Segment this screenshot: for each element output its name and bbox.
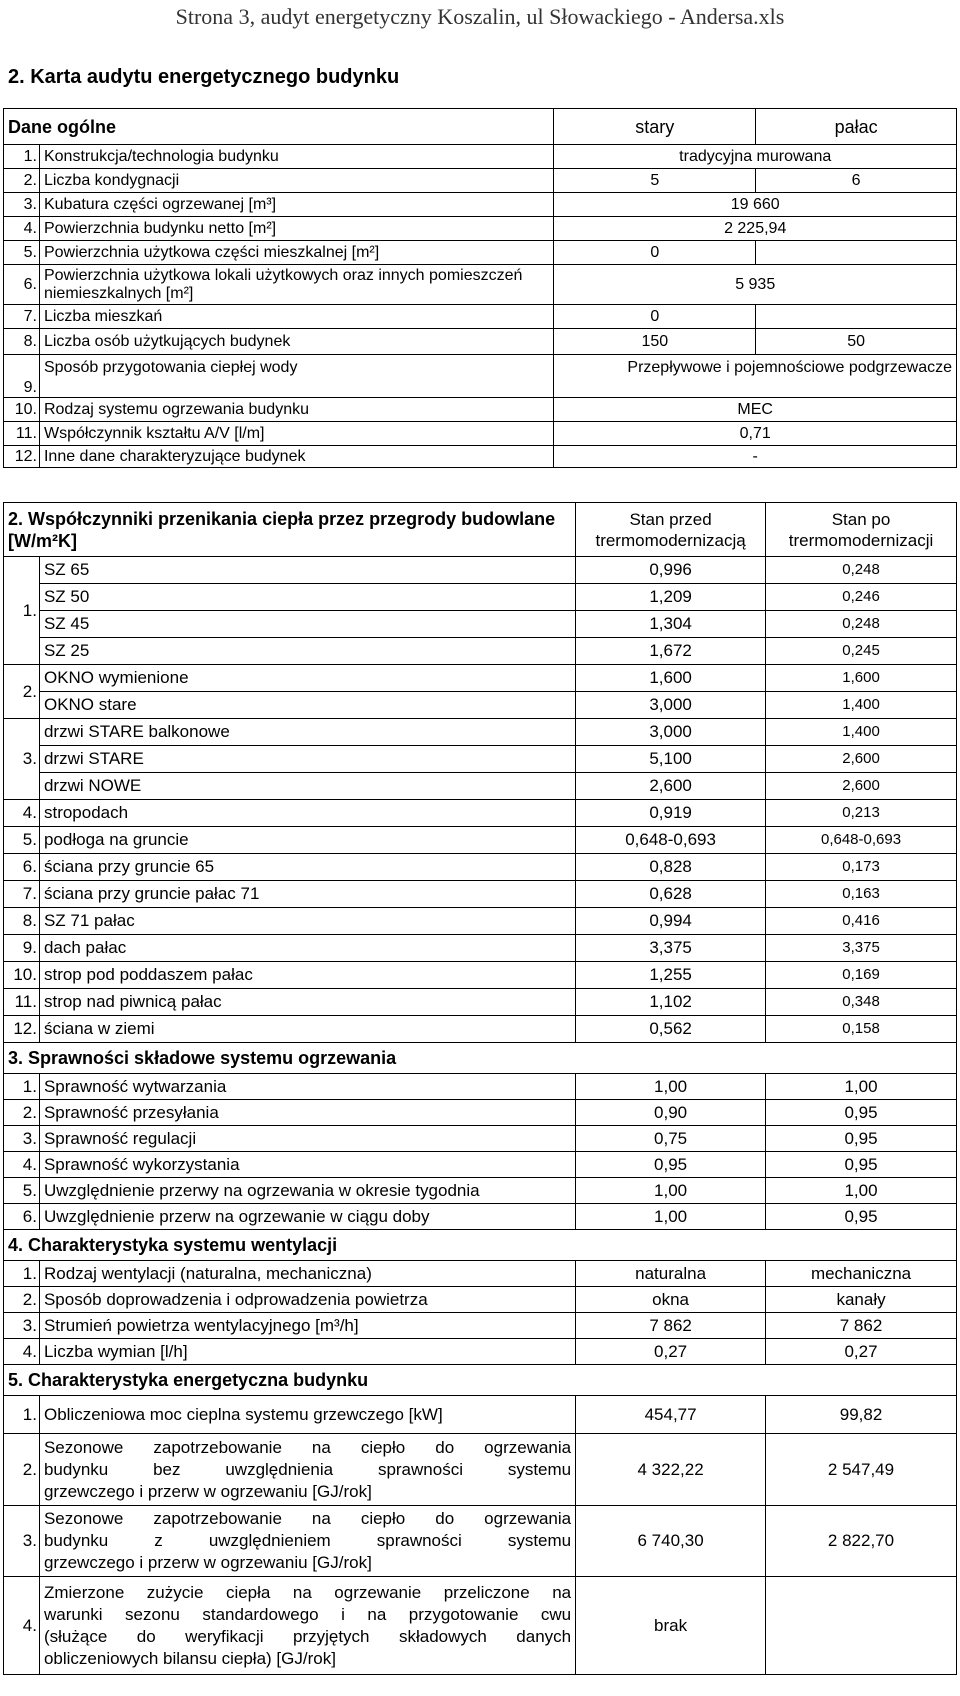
- coef-value-after: 0,246: [766, 584, 957, 611]
- coef-row: [4, 800, 957, 827]
- general-row: [4, 265, 957, 305]
- energy-label-line: Zmierzone zużycie ciepła na ogrzewanie przeliczone na: [43, 1582, 572, 1602]
- coef-group-number: 6.: [4, 854, 40, 881]
- row-label: Liczba osób użytkujących budynek: [39, 329, 553, 355]
- row-number: 1.: [4, 145, 40, 169]
- coef-label: drzwi STARE: [39, 746, 575, 773]
- general-row: [4, 305, 957, 329]
- coef-value-after: 0,248: [766, 611, 957, 638]
- efficiency-value-before: 1,00: [576, 1074, 766, 1100]
- coef-label: SZ 65: [39, 557, 575, 584]
- ventilation-row: [4, 1287, 957, 1313]
- row-value: Przepływowe i pojemnościowe podgrzewacze: [554, 355, 957, 398]
- row-label: Rodzaj systemu ogrzewania budynku: [39, 398, 553, 422]
- row-number: 3.: [4, 1506, 40, 1577]
- energy-label-line: grzewczego i przerw w ogrzewaniu [GJ/rok]: [43, 1553, 372, 1572]
- coef-label: SZ 71 pałac: [39, 908, 575, 935]
- coef-group-number: 7.: [4, 881, 40, 908]
- energy-label: [39, 1506, 575, 1577]
- energy-heading: 5. Charakterystyka energetyczna budynku: [4, 1365, 957, 1396]
- efficiency-row: [4, 1100, 957, 1126]
- coef-label: SZ 25: [39, 638, 575, 665]
- coef-label: strop nad piwnicą pałac: [39, 989, 575, 1016]
- row-number: 11.: [4, 422, 40, 446]
- row-label: Sposób przygotowania ciepłej wody: [39, 355, 553, 398]
- coef-value-before: 1,255: [576, 962, 766, 989]
- row-value-palac: 6: [756, 169, 957, 193]
- coef-row: [4, 1016, 957, 1043]
- ventilation-value-before: 7 862: [576, 1313, 766, 1339]
- general-header-row: [4, 109, 957, 145]
- row-value: 5 935: [554, 265, 957, 305]
- coef-group-number: 9.: [4, 935, 40, 962]
- coef-value-after: 0,348: [766, 989, 957, 1016]
- efficiency-value-before: 0,95: [576, 1152, 766, 1178]
- coef-value-after: 0,213: [766, 800, 957, 827]
- coef-label: drzwi STARE balkonowe: [39, 719, 575, 746]
- row-number: 2.: [4, 1100, 40, 1126]
- col-header-before: Stan przed trermomodernizacją: [576, 503, 766, 557]
- coef-value-after: 0,169: [766, 962, 957, 989]
- row-number: 5.: [4, 1178, 40, 1204]
- coef-value-before: 2,600: [576, 773, 766, 800]
- coef-label: dach pałac: [39, 935, 575, 962]
- row-number: 3.: [4, 1313, 40, 1339]
- energy-row: [4, 1506, 957, 1577]
- ventilation-row: [4, 1339, 957, 1365]
- efficiency-value-before: 0,75: [576, 1126, 766, 1152]
- coef-value-before: 1,304: [576, 611, 766, 638]
- coef-value-before: 3,000: [576, 719, 766, 746]
- coef-row: [4, 746, 957, 773]
- coef-group-number: 3.: [4, 719, 40, 800]
- general-row: [4, 422, 957, 446]
- coef-row: [4, 665, 957, 692]
- row-number: 9.: [4, 355, 40, 398]
- coef-row: [4, 989, 957, 1016]
- ventilation-value-before: naturalna: [576, 1261, 766, 1287]
- energy-label-line: (służące do weryfikacji przyjętych składowych danych: [43, 1626, 572, 1646]
- coef-value-before: 1,600: [576, 665, 766, 692]
- coef-value-before: 3,000: [576, 692, 766, 719]
- efficiency-label: Uwzględnienie przerwy na ogrzewania w okresie tygodnia: [39, 1178, 575, 1204]
- coef-label: OKNO stare: [39, 692, 575, 719]
- general-row: [4, 217, 957, 241]
- general-row: [4, 355, 957, 398]
- row-number: 6.: [4, 265, 40, 305]
- row-label: Liczba kondygnacji: [39, 169, 553, 193]
- coef-value-after: 0,173: [766, 854, 957, 881]
- efficiency-row: [4, 1204, 957, 1230]
- coef-value-after: 1,600: [766, 665, 957, 692]
- efficiency-label: Uwzględnienie przerw na ogrzewanie w ciągu doby: [39, 1204, 575, 1230]
- efficiency-value-after: 0,95: [766, 1100, 957, 1126]
- energy-value-after: 99,82: [766, 1396, 957, 1434]
- coef-value-after: 0,158: [766, 1016, 957, 1043]
- row-number: 1.: [4, 1261, 40, 1287]
- row-number: 4.: [4, 1152, 40, 1178]
- coef-group-number: 11.: [4, 989, 40, 1016]
- row-number: 10.: [4, 398, 40, 422]
- ventilation-heading: 4. Charakterystyka systemu wentylacji: [4, 1230, 957, 1261]
- energy-value-after: [766, 1577, 957, 1675]
- general-row: [4, 241, 957, 265]
- row-number: 3.: [4, 193, 40, 217]
- coef-label: ściana przy gruncie 65: [39, 854, 575, 881]
- efficiency-value-after: 0,95: [766, 1126, 957, 1152]
- general-row: [4, 145, 957, 169]
- coef-label: SZ 45: [39, 611, 575, 638]
- ventilation-value-after: kanały: [766, 1287, 957, 1313]
- energy-value-before: 454,77: [576, 1396, 766, 1434]
- row-value: tradycyjna murowana: [554, 145, 957, 169]
- coef-row: [4, 584, 957, 611]
- energy-label: [39, 1577, 575, 1675]
- coef-value-after: 2,600: [766, 773, 957, 800]
- efficiency-row: [4, 1126, 957, 1152]
- row-number: 3.: [4, 1126, 40, 1152]
- row-number: 2.: [4, 1287, 40, 1313]
- row-label: Inne dane charakteryzujące budynek: [39, 446, 553, 468]
- energy-value-before: 6 740,30: [576, 1506, 766, 1577]
- row-label: Kubatura części ogrzewanej [m³]: [39, 193, 553, 217]
- coef-value-before: 0,828: [576, 854, 766, 881]
- coef-row: [4, 827, 957, 854]
- ventilation-heading-row: [4, 1230, 957, 1261]
- general-row: [4, 446, 957, 468]
- efficiency-value-after: 1,00: [766, 1074, 957, 1100]
- general-row: [4, 398, 957, 422]
- coef-group-number: 12.: [4, 1016, 40, 1043]
- row-number: 5.: [4, 241, 40, 265]
- row-value-stary: 0: [554, 241, 756, 265]
- coef-row: [4, 719, 957, 746]
- general-data-table: [3, 108, 957, 468]
- row-number: 8.: [4, 329, 40, 355]
- row-value: 0,71: [554, 422, 957, 446]
- coef-group-number: 8.: [4, 908, 40, 935]
- efficiency-value-before: 0,90: [576, 1100, 766, 1126]
- energy-row: [4, 1577, 957, 1675]
- energy-row: [4, 1396, 957, 1434]
- coef-label: drzwi NOWE: [39, 773, 575, 800]
- row-label: Liczba mieszkań: [39, 305, 553, 329]
- row-value-stary: 150: [554, 329, 756, 355]
- efficiency-value-before: 1,00: [576, 1178, 766, 1204]
- ventilation-value-after: 7 862: [766, 1313, 957, 1339]
- energy-value-before: brak: [576, 1577, 766, 1675]
- coef-value-before: 0,628: [576, 881, 766, 908]
- coef-value-after: 3,375: [766, 935, 957, 962]
- ventilation-label: Liczba wymian [l/h]: [39, 1339, 575, 1365]
- coef-group-number: 5.: [4, 827, 40, 854]
- building-parameters-table: [3, 502, 957, 1675]
- row-value-palac: 50: [756, 329, 957, 355]
- energy-row: [4, 1434, 957, 1506]
- ventilation-label: Strumień powietrza wentylacyjnego [m³/h]: [39, 1313, 575, 1339]
- coef-value-after: 0,248: [766, 557, 957, 584]
- efficiency-label: Sprawność wykorzystania: [39, 1152, 575, 1178]
- ventilation-row: [4, 1261, 957, 1287]
- coef-group-number: 1.: [4, 557, 40, 665]
- coef-value-before: 0,562: [576, 1016, 766, 1043]
- col-header-stary: stary: [554, 109, 756, 145]
- row-label: Współczynnik kształtu A/V [l/m]: [39, 422, 553, 446]
- ventilation-row: [4, 1313, 957, 1339]
- coef-row: [4, 854, 957, 881]
- row-value-stary: 5: [554, 169, 756, 193]
- general-row: [4, 193, 957, 217]
- row-label: Powierzchnia użytkowa lokali użytkowych oraz innych pomieszczeń niemieszkalnych [m²]: [39, 265, 553, 305]
- row-number: 4.: [4, 1339, 40, 1365]
- energy-label: [39, 1396, 575, 1434]
- energy-value-before: 4 322,22: [576, 1434, 766, 1506]
- general-row: [4, 169, 957, 193]
- coef-value-before: 1,102: [576, 989, 766, 1016]
- coef-label: ściana w ziemi: [39, 1016, 575, 1043]
- ventilation-value-after: mechaniczna: [766, 1261, 957, 1287]
- row-value: 19 660: [554, 193, 957, 217]
- row-number: 7.: [4, 305, 40, 329]
- energy-label-line: budynku z uwzględnieniem sprawności systemu: [43, 1531, 572, 1550]
- energy-label: [39, 1434, 575, 1506]
- energy-label-line: budynku bez uwzględnienia sprawności systemu: [43, 1459, 572, 1479]
- efficiency-heading: 3. Sprawności składowe systemu ogrzewania: [4, 1043, 957, 1074]
- energy-label-line: Obliczeniowa moc cieplna systemu grzewczego [kW]: [43, 1404, 443, 1424]
- efficiency-row: [4, 1074, 957, 1100]
- coef-value-after: 1,400: [766, 692, 957, 719]
- energy-label-line: obliczeniowych bilansu ciepła) [GJ/rok]: [43, 1648, 336, 1668]
- row-number: 1.: [4, 1074, 40, 1100]
- coef-label: SZ 50: [39, 584, 575, 611]
- efficiency-value-after: 1,00: [766, 1178, 957, 1204]
- row-label: Powierzchnia budynku netto [m²]: [39, 217, 553, 241]
- coef-row: [4, 962, 957, 989]
- coef-value-after: 2,600: [766, 746, 957, 773]
- coef-group-number: 2.: [4, 665, 40, 719]
- coef-value-before: 1,209: [576, 584, 766, 611]
- energy-value-after: 2 822,70: [766, 1506, 957, 1577]
- coef-value-before: 0,994: [576, 908, 766, 935]
- coef-value-after: 0,416: [766, 908, 957, 935]
- energy-label-line: Sezonowe zapotrzebowanie na ciepło do ogrzewania: [43, 1437, 572, 1457]
- row-number: 4.: [4, 217, 40, 241]
- row-value: 2 225,94: [554, 217, 957, 241]
- row-label: Powierzchnia użytkowa części mieszkalnej [m²]: [39, 241, 553, 265]
- coef-row: [4, 638, 957, 665]
- page-title: 2. Karta audytu energetycznego budynku: [8, 66, 400, 88]
- coef-row: [4, 881, 957, 908]
- coef-label: strop pod poddaszem pałac: [39, 962, 575, 989]
- coef-value-before: 0,919: [576, 800, 766, 827]
- coef-header-row: [4, 503, 957, 557]
- efficiency-label: Sprawność przesyłania: [39, 1100, 575, 1126]
- row-value-palac: [756, 305, 957, 329]
- coef-value-before: 5,100: [576, 746, 766, 773]
- ventilation-value-before: okna: [576, 1287, 766, 1313]
- coef-row: [4, 773, 957, 800]
- coef-group-number: 10.: [4, 962, 40, 989]
- energy-label-line: Sezonowe zapotrzebowanie na ciepło do ogrzewania: [43, 1509, 572, 1528]
- row-number: 2.: [4, 169, 40, 193]
- ventilation-value-before: 0,27: [576, 1339, 766, 1365]
- energy-label-line: grzewczego i przerw w ogrzewaniu [GJ/rok]: [43, 1481, 372, 1501]
- efficiency-heading-row: [4, 1043, 957, 1074]
- page-header: Strona 3, audyt energetyczny Koszalin, ul Słowackiego - Andersa.xls: [175, 4, 785, 29]
- general-heading: Dane ogólne: [4, 109, 554, 145]
- row-value-palac: [756, 241, 957, 265]
- row-value-stary: 0: [554, 305, 756, 329]
- coef-heading: 2. Współczynniki przenikania ciepła przez przegrody budowlane [W/m²K]: [4, 503, 576, 557]
- col-header-after: Stan po trermomodernizacji: [766, 503, 957, 557]
- efficiency-row: [4, 1178, 957, 1204]
- coef-label: stropodach: [39, 800, 575, 827]
- coef-value-after: 1,400: [766, 719, 957, 746]
- row-number: 6.: [4, 1204, 40, 1230]
- coef-value-before: 0,996: [576, 557, 766, 584]
- efficiency-label: Sprawność wytwarzania: [39, 1074, 575, 1100]
- ventilation-label: Rodzaj wentylacji (naturalna, mechaniczna): [39, 1261, 575, 1287]
- coef-value-after: 0,245: [766, 638, 957, 665]
- col-header-palac: pałac: [756, 109, 957, 145]
- coef-label: ściana przy gruncie pałac 71: [39, 881, 575, 908]
- coef-value-before: 3,375: [576, 935, 766, 962]
- efficiency-value-after: 0,95: [766, 1204, 957, 1230]
- general-row: [4, 329, 957, 355]
- efficiency-label: Sprawność regulacji: [39, 1126, 575, 1152]
- coef-row: [4, 935, 957, 962]
- row-value: -: [554, 446, 957, 468]
- coef-value-before: 1,672: [576, 638, 766, 665]
- efficiency-row: [4, 1152, 957, 1178]
- row-value: MEC: [554, 398, 957, 422]
- coef-label: podłoga na gruncie: [39, 827, 575, 854]
- coef-row: [4, 611, 957, 638]
- coef-row: [4, 557, 957, 584]
- coef-group-number: 4.: [4, 800, 40, 827]
- row-number: 4.: [4, 1577, 40, 1675]
- coef-row: [4, 908, 957, 935]
- coef-label: OKNO wymienione: [39, 665, 575, 692]
- row-number: 12.: [4, 446, 40, 468]
- coef-value-before: 0,648-0,693: [576, 827, 766, 854]
- energy-heading-row: [4, 1365, 957, 1396]
- coef-row: [4, 692, 957, 719]
- row-label: Konstrukcja/technologia budynku: [39, 145, 553, 169]
- row-number: 1.: [4, 1396, 40, 1434]
- ventilation-label: Sposób doprowadzenia i odprowadzenia powietrza: [39, 1287, 575, 1313]
- row-number: 2.: [4, 1434, 40, 1506]
- energy-value-after: 2 547,49: [766, 1434, 957, 1506]
- coef-value-after: 0,648-0,693: [766, 827, 957, 854]
- efficiency-value-after: 0,95: [766, 1152, 957, 1178]
- efficiency-value-before: 1,00: [576, 1204, 766, 1230]
- coef-value-after: 0,163: [766, 881, 957, 908]
- ventilation-value-after: 0,27: [766, 1339, 957, 1365]
- energy-label-line: warunki sezonu standardowego i na przygotowanie cwu: [43, 1604, 572, 1624]
